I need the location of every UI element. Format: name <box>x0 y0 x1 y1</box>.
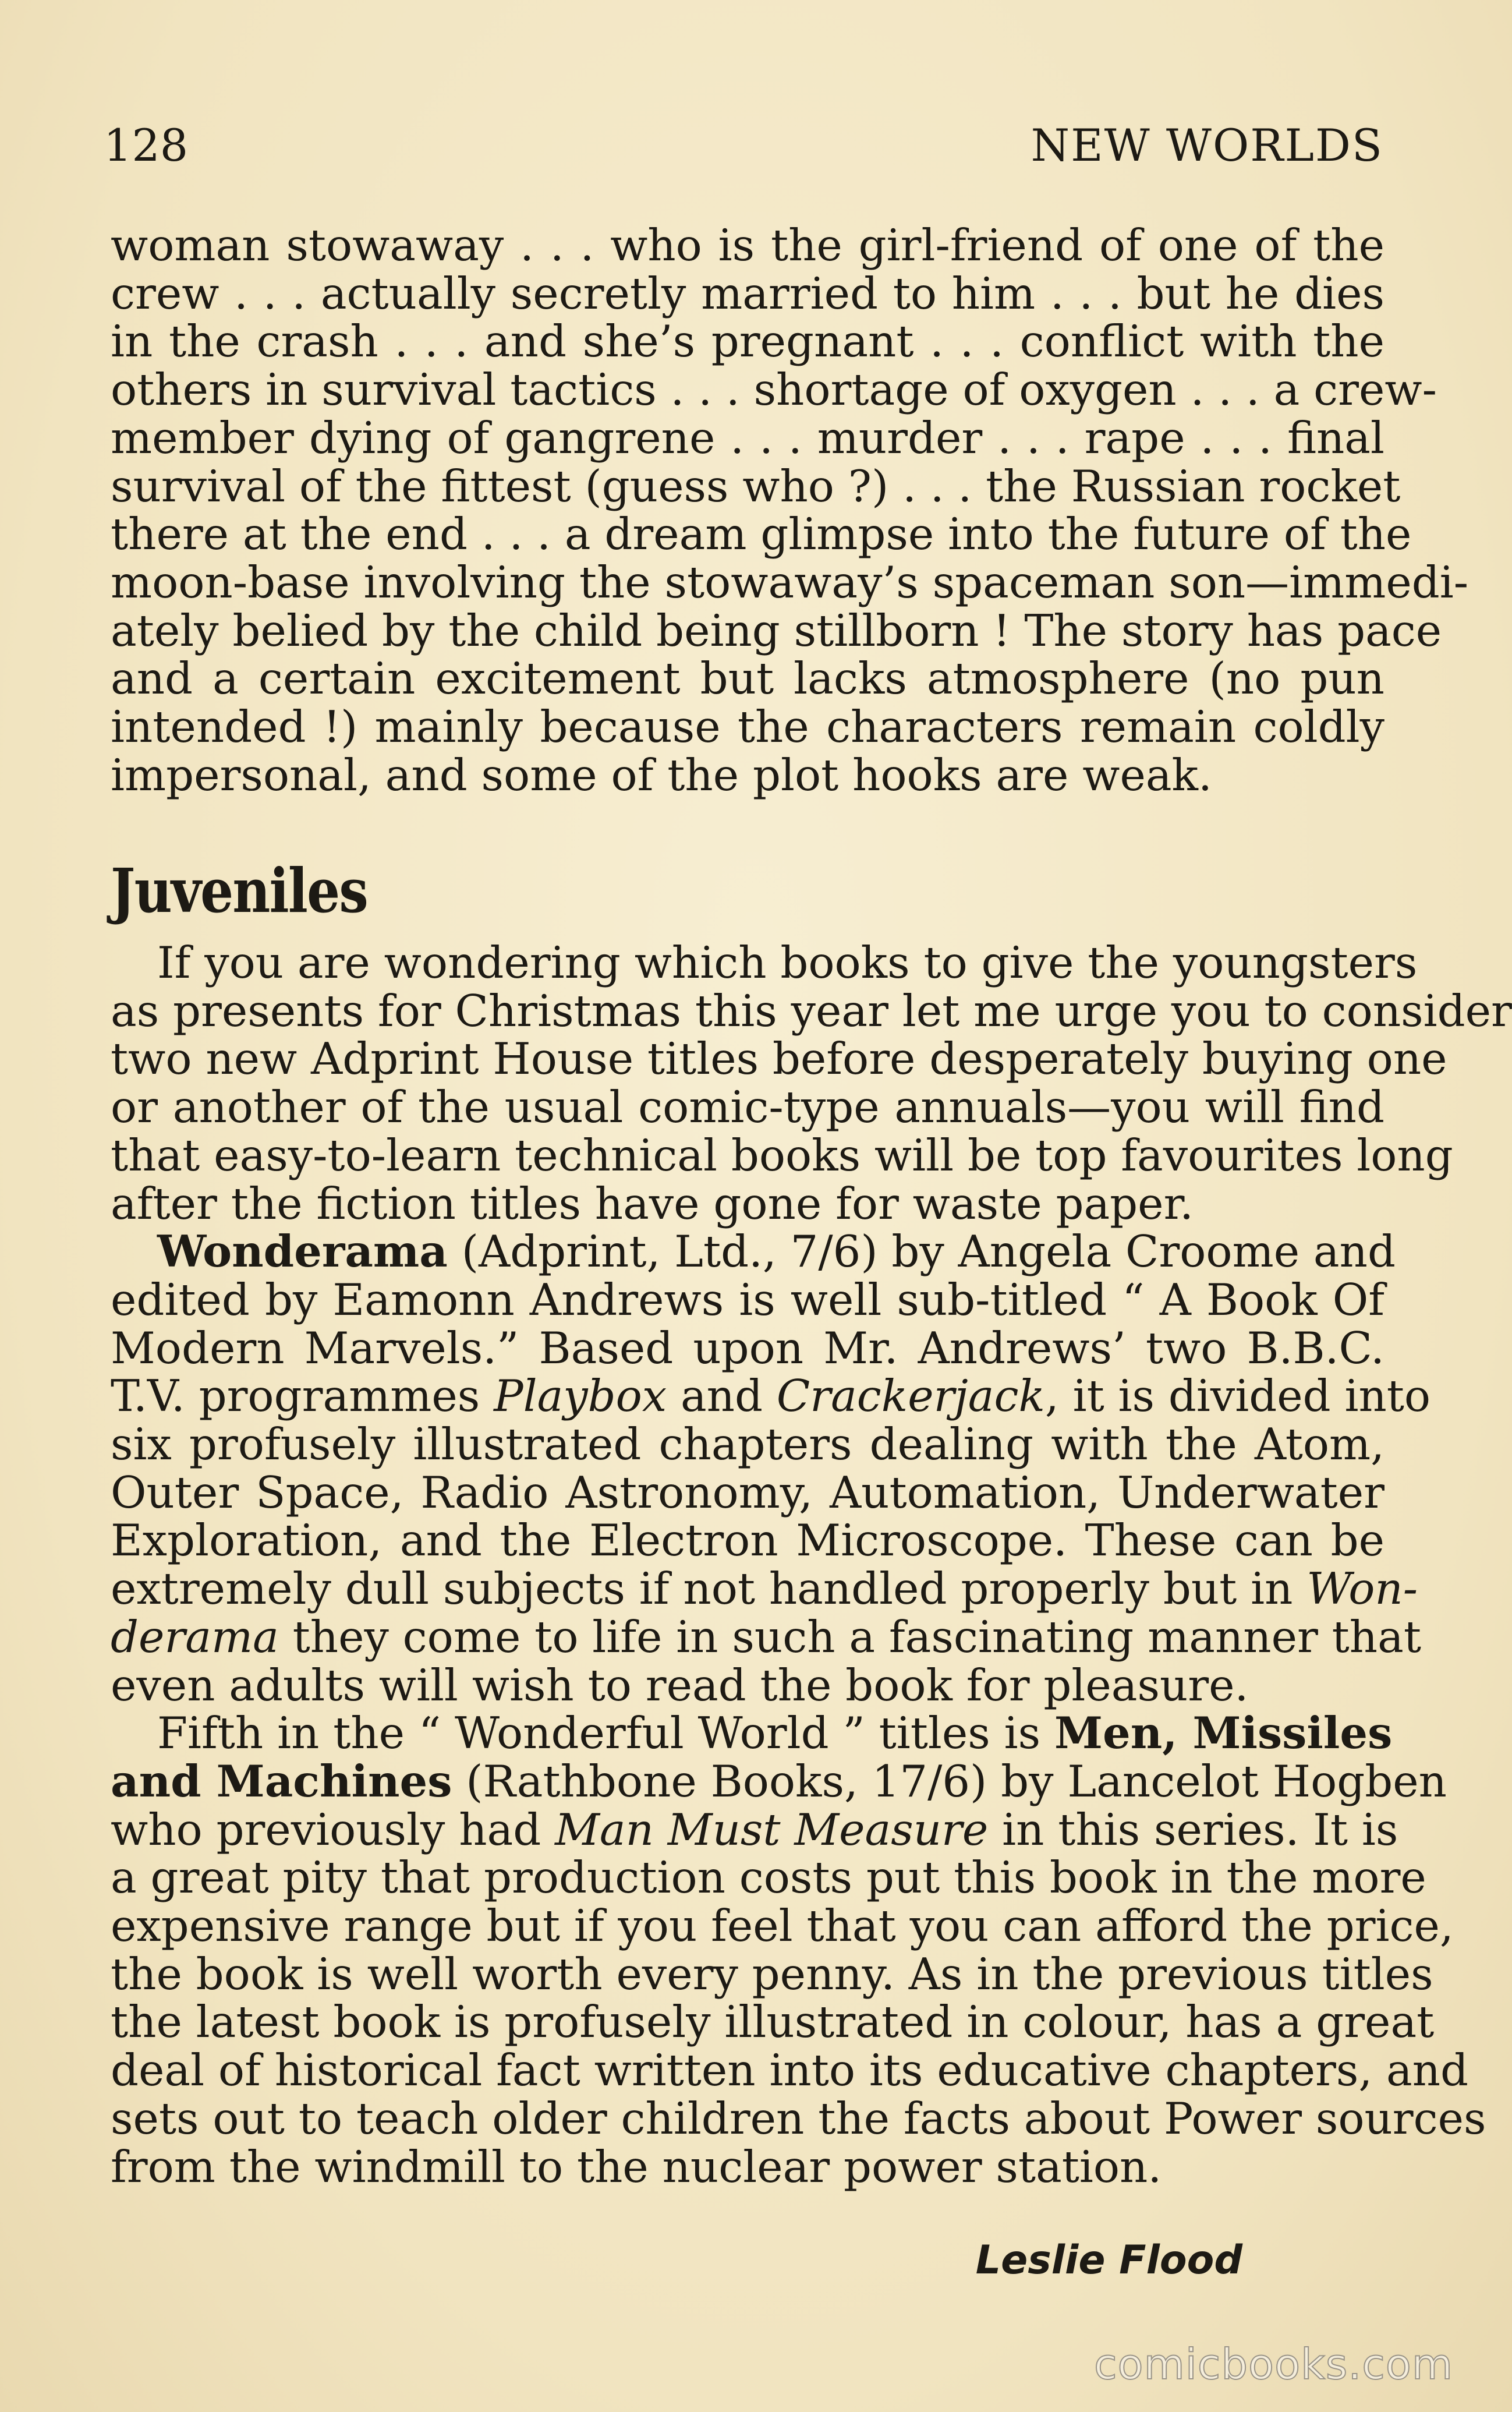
text-line: even adults will wish to read the book for pleasure. <box>111 1659 1249 1711</box>
page-number: 128 <box>104 119 189 171</box>
continuation-paragraph <box>111 220 1469 801</box>
text-line: If you are wondering which books to give the youngsters <box>157 937 1418 988</box>
text-line: or another of the usual comic-type annuals—you will find <box>111 1081 1384 1133</box>
running-head: NEW WORLDS <box>1031 119 1383 171</box>
text-line: others in survival tactics . . . shortage of oxygen . . . a crew- <box>111 364 1437 416</box>
book-title-men-missiles: Men, Missiles <box>1054 1707 1393 1759</box>
watermark: comicbooks.com <box>1093 2340 1453 2389</box>
text-line: crew . . . actually secretly married to him . . . but he dies <box>111 267 1384 319</box>
text-line: impersonal, and some of the plot hooks are weak. <box>111 749 1212 801</box>
programme-title: Playbox <box>494 1370 667 1422</box>
text-line: six profusely illustrated chapters dealing with the Atom, <box>111 1419 1384 1470</box>
text-line: deal of historical fact written into its educative chapters, and <box>111 2045 1469 2096</box>
text-line: after the fiction titles have gone for waste paper. <box>111 1177 1194 1229</box>
text-line: survival of the fittest (guess who ?) . . . the Russian rocket <box>111 460 1401 512</box>
text-line: member dying of gangrene . . . murder . . . rape . . . final <box>111 412 1384 464</box>
book-title-wonderama: Wonderama <box>157 1226 448 1278</box>
text-line: and Machines (Rathbone Books, 17/6) by Lancelot Hogben <box>111 1755 1447 1807</box>
text-line: who previously had Man Must Measure in this series. It is <box>111 1803 1398 1855</box>
section-heading: Juveniles <box>111 855 367 926</box>
text-line: Outer Space, Radio Astronomy, Automation, Underwater <box>111 1466 1384 1518</box>
text-line: and a certain excitement but lacks atmosphere (no pun <box>111 653 1384 705</box>
text-line: two new Adprint House titles before desperately buying one <box>111 1033 1447 1085</box>
text-line: ately belied by the child being stillborn ! The story has pace <box>111 604 1442 656</box>
text-line: edited by Eamonn Andrews is well sub-titled “ A Book Of <box>111 1274 1384 1325</box>
book-title-man-must-measure: Man Must Measure <box>555 1803 989 1855</box>
text-line: the latest book is profusely illustrated in colour, has a great <box>111 1996 1435 2048</box>
text-line: Modern Marvels.” Based upon Mr. Andrews’ two B.B.C. <box>111 1322 1384 1374</box>
text-line: intended !) mainly because the characters remain coldly <box>111 701 1384 753</box>
text-line: Wonderama (Adprint, Ltd., 7/6) by Angela Croome and <box>157 1226 1396 1278</box>
text-line: from the windmill to the nuclear power station. <box>111 2141 1162 2192</box>
author-signature: Leslie Flood <box>975 2237 1242 2283</box>
text-line: as presents for Christmas this year let me urge you to consider <box>111 985 1512 1037</box>
text-line: a great pity that production costs put this book in the more <box>111 1852 1426 1904</box>
text-line: derama they come to life in such a fascinating manner that <box>111 1611 1421 1663</box>
text-line: Fifth in the “ Wonderful World ” titles is Men, Missiles <box>157 1707 1393 1759</box>
text-line: woman stowaway . . . who is the girl-friend of one of the <box>111 220 1384 271</box>
text-line: there at the end . . . a dream glimpse into the future of the <box>111 508 1412 560</box>
text-line: T.V. programmes Playbox and Crackerjack, it is divided into <box>111 1370 1431 1422</box>
juveniles-intro-paragraph <box>111 937 1512 2192</box>
text-line: Exploration, and the Electron Microscope. These can be <box>111 1515 1384 1566</box>
text-line: extremely dull subjects if not handled properly but in Won- <box>111 1563 1418 1615</box>
text-line: sets out to teach older children the facts about Power sources <box>111 2092 1486 2144</box>
text-line: in the crash . . . and she’s pregnant . . . conflict with the <box>111 316 1384 367</box>
text-line: moon-base involving the stowaway’s spaceman son—immedi- <box>111 556 1469 608</box>
programme-title: Crackerjack <box>776 1370 1045 1422</box>
text-line: expensive range but if you feel that you can afford the price, <box>111 1900 1454 1952</box>
text-line: that easy-to-learn technical books will be top favourites long <box>111 1129 1453 1181</box>
text-line: the book is well worth every penny. As in the previous titles <box>111 1948 1433 2000</box>
